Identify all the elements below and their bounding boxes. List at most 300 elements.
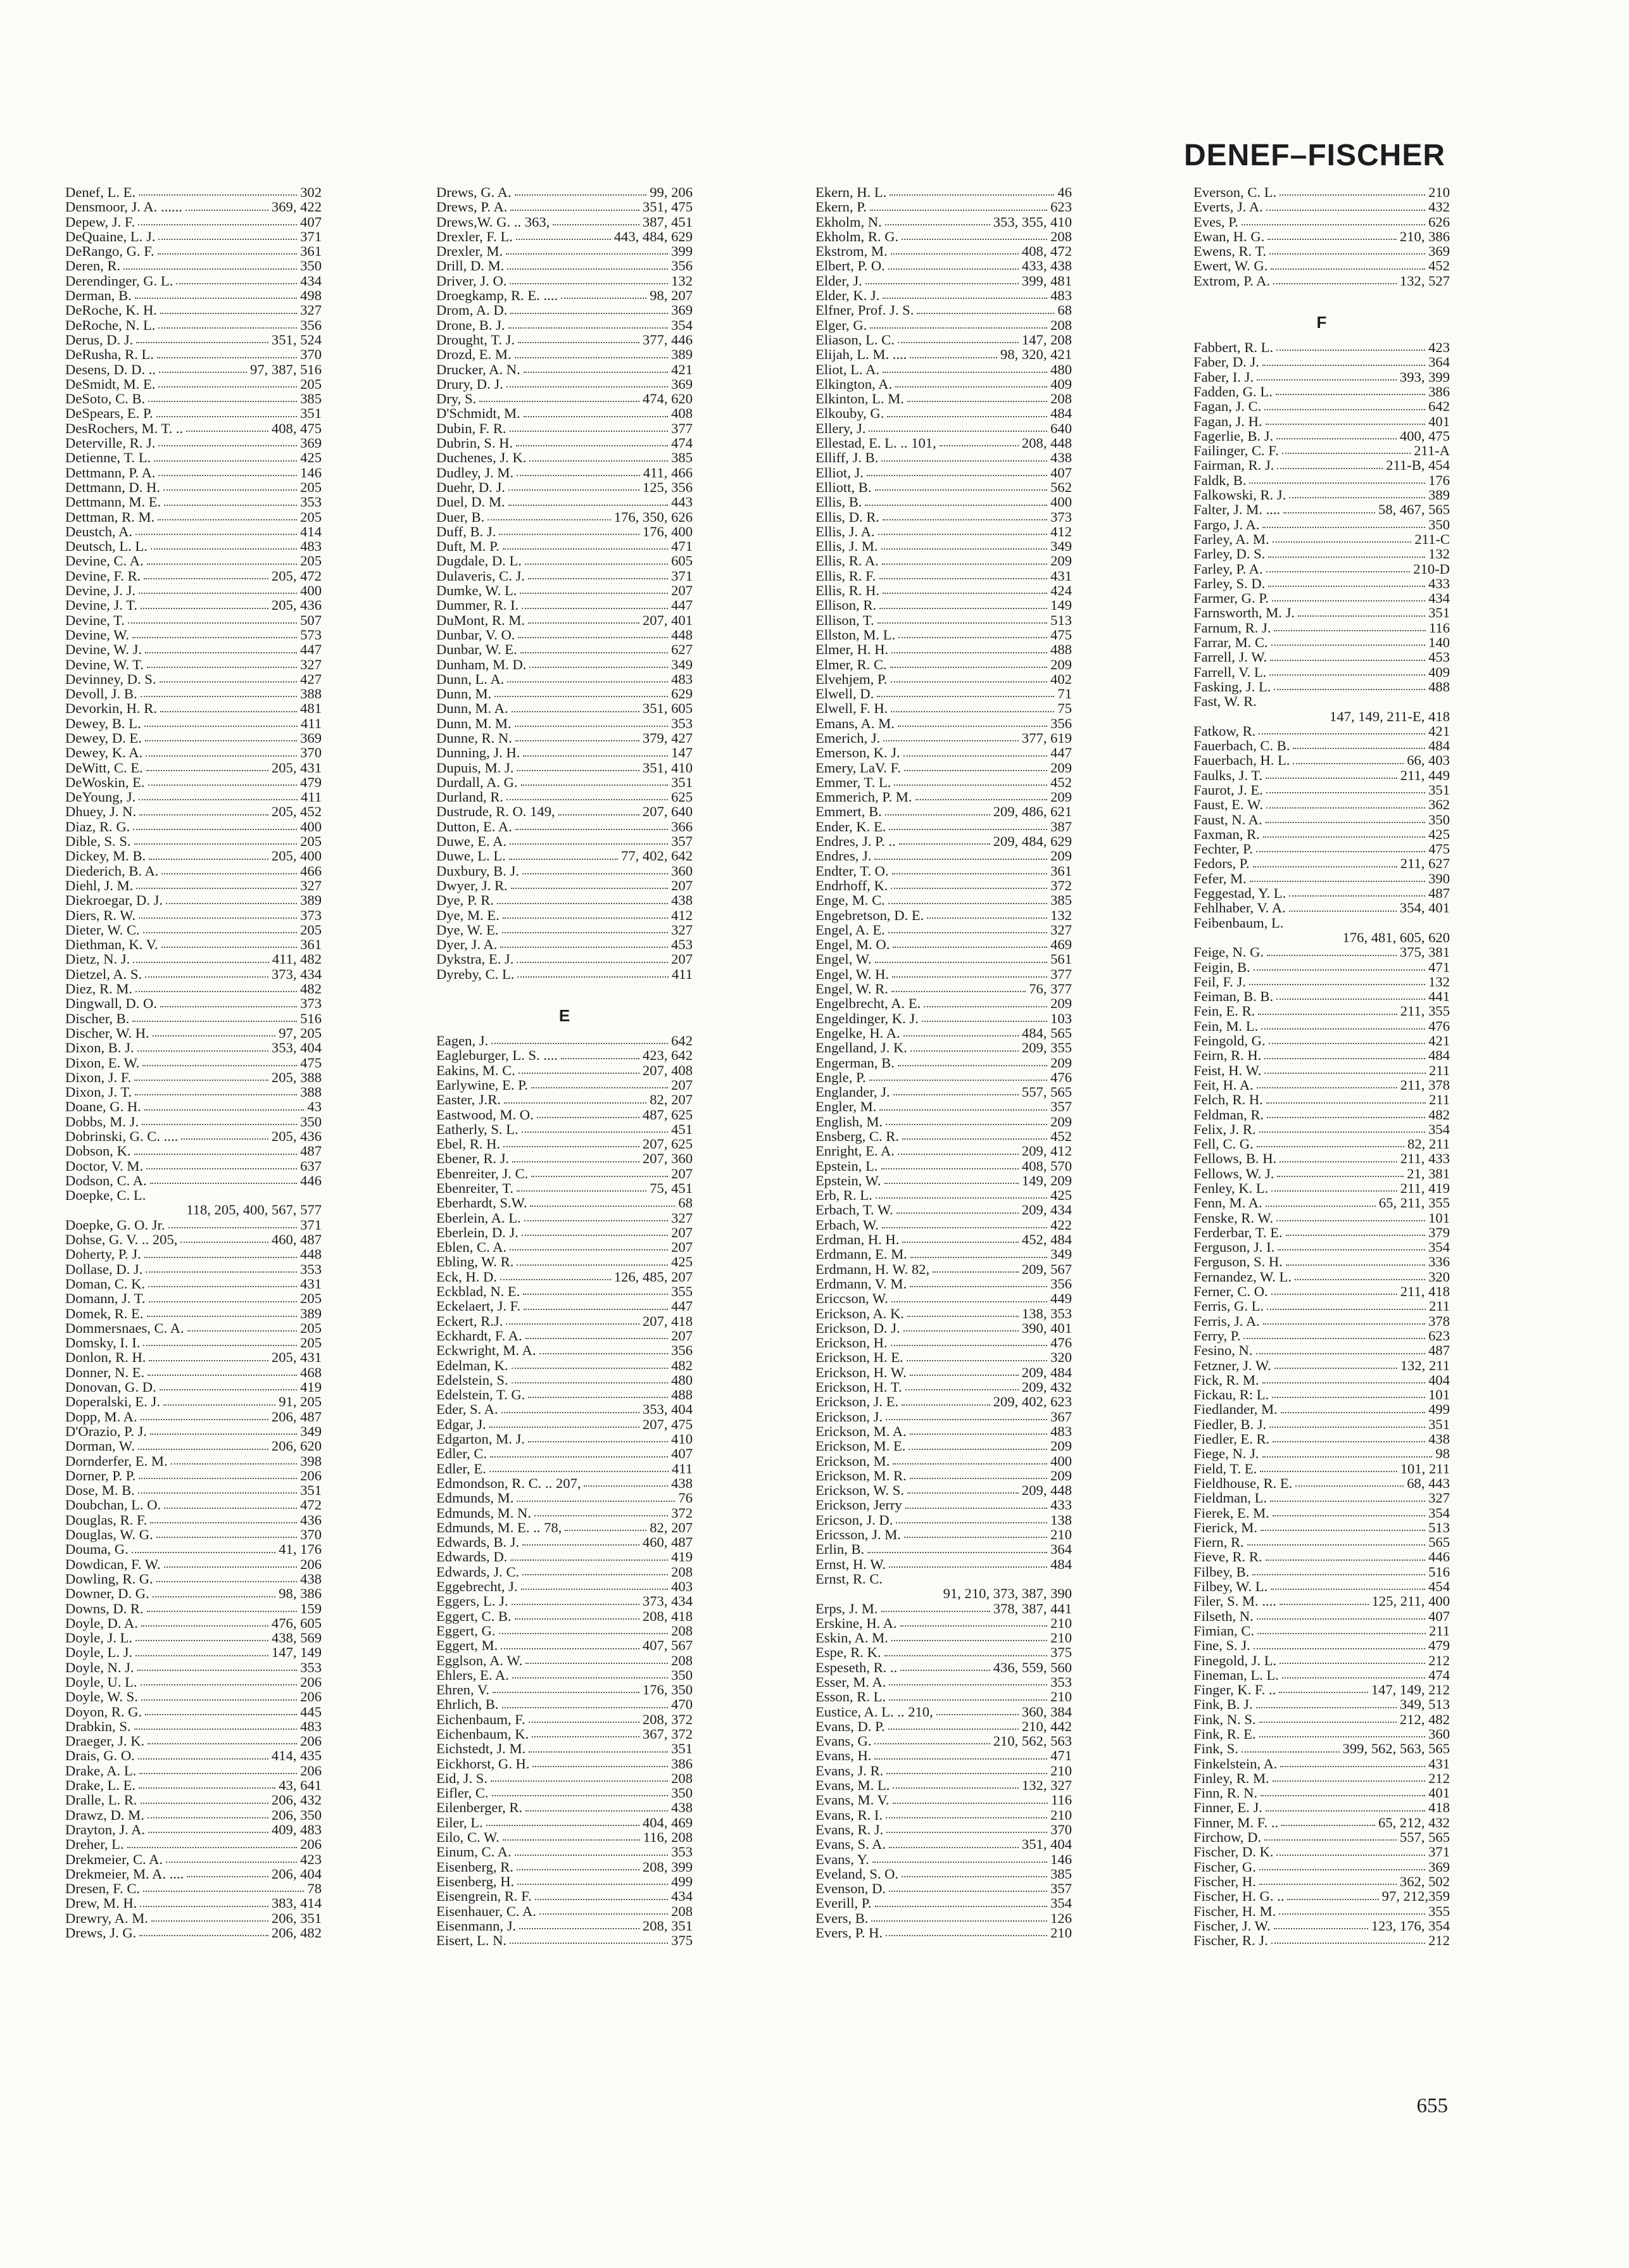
index-entry <box>1193 414 1450 429</box>
entry-name: Dwyer, J. R. <box>436 877 508 893</box>
entry-name: Diethman, K. V. <box>65 936 158 953</box>
index-entry <box>65 627 322 642</box>
dot-leader <box>502 1707 669 1708</box>
entry-pages: 357 <box>671 833 693 850</box>
entry-name: Fenley, K. L. <box>1193 1180 1269 1196</box>
entry-name: Droegkamp, R. E. .... <box>436 287 558 304</box>
entry-name: Finn, R. N. <box>1193 1785 1258 1801</box>
entry-pages: 206 <box>300 1733 322 1749</box>
index-entry <box>815 332 1072 347</box>
entry-name: Erickson, Jerry <box>815 1497 902 1513</box>
index-entry <box>436 1078 693 1092</box>
dot-leader <box>508 327 669 329</box>
entry-name: Ekholm, N. <box>815 213 882 230</box>
dot-leader <box>878 534 1048 535</box>
entry-name: Ferguson, J. I. <box>1193 1239 1275 1256</box>
entry-name: Edmondson, R. C. .. 207, <box>436 1475 581 1491</box>
entry-pages: 452 <box>1050 774 1072 790</box>
entry-name: Engeldinger, K. J. <box>815 1010 919 1026</box>
dot-leader <box>489 1427 639 1428</box>
entry-pages: 362, 502 <box>1399 1873 1450 1889</box>
dot-leader <box>1260 1471 1397 1472</box>
dot-leader <box>907 1492 1019 1494</box>
entry-pages: 423 <box>300 1851 322 1867</box>
entry-name: Drekmeier, M. A. .... <box>65 1865 184 1882</box>
entry-name: Derman, B. <box>65 287 132 304</box>
entry-pages: 205, 436 <box>271 597 322 614</box>
entry-name: Engel, M. O. <box>815 936 890 953</box>
entry-pages: 360 <box>1428 1725 1450 1742</box>
index-entry <box>436 1402 693 1416</box>
entry-pages: 146 <box>1050 1851 1072 1867</box>
dot-leader <box>867 1552 1047 1553</box>
entry-pages: 471 <box>671 538 693 555</box>
dot-leader <box>1242 224 1425 225</box>
index-entry <box>815 1409 1072 1424</box>
dot-leader <box>1280 1604 1369 1605</box>
entry-name: Devorkin, H. R. <box>65 700 157 717</box>
dot-leader <box>905 1508 1047 1509</box>
index-entry <box>1193 665 1450 679</box>
index-entry <box>436 745 693 760</box>
entry-pages: 393, 399 <box>1399 369 1450 385</box>
dot-leader <box>886 1773 1047 1774</box>
entry-name: Dorner, P. P. <box>65 1467 136 1484</box>
entry-name: Durland, R. <box>436 789 504 805</box>
entry-name: Ender, K. E. <box>815 818 886 835</box>
entry-name: DeQuaine, L. J. <box>65 228 156 244</box>
entry-pages: 573 <box>300 626 322 643</box>
index-entry <box>1193 1874 1450 1889</box>
entry-pages: 208 <box>1050 317 1072 333</box>
entry-name: DeSpears, E. P. <box>65 405 153 422</box>
entry-pages: 210-D <box>1413 560 1450 577</box>
entry-pages: 147, 149 <box>271 1644 322 1661</box>
entry-pages: 101 <box>1428 1209 1450 1226</box>
entry-name: Discher, W. H. <box>65 1024 149 1041</box>
entry-name: Doctor, V. M. <box>65 1157 144 1174</box>
entry-name: Evans, M. V. <box>815 1792 890 1808</box>
entry-name: Eberlein, A. L. <box>436 1209 521 1226</box>
dot-leader <box>168 1227 298 1228</box>
entry-name: Erickson, H. W. <box>815 1364 907 1380</box>
dot-leader <box>504 1102 646 1104</box>
dot-leader <box>524 1220 668 1221</box>
dot-leader <box>139 814 268 816</box>
index-entry <box>65 1586 322 1601</box>
entry-pages: 351 <box>300 405 322 422</box>
entry-pages: 414 <box>300 523 322 539</box>
dot-leader <box>491 1043 668 1044</box>
entry-pages: 209, 402, 623 <box>993 1394 1072 1410</box>
index-entry <box>65 657 322 672</box>
dot-leader <box>1262 1456 1433 1458</box>
entry-name: Feingold, G. <box>1193 1033 1266 1049</box>
entry-pages: 447 <box>300 641 322 658</box>
index-entry <box>436 1638 693 1653</box>
index-entry <box>1193 1490 1450 1505</box>
entry-name: Extrom, P. A. <box>1193 272 1271 289</box>
entry-pages: 377, 446 <box>642 331 693 348</box>
dot-leader <box>140 1906 268 1907</box>
dot-leader <box>1295 1485 1404 1487</box>
dot-leader <box>151 548 297 550</box>
dot-leader <box>910 357 997 358</box>
index-entry <box>65 1763 322 1778</box>
dot-leader <box>891 711 1054 712</box>
entry-name: Engel, A. E. <box>815 921 885 938</box>
index-entry <box>65 908 322 923</box>
entry-pages: 208 <box>1050 228 1072 244</box>
dot-leader <box>510 431 669 432</box>
entry-name: Endrhoff, K. <box>815 877 888 893</box>
dot-leader <box>1287 1899 1378 1900</box>
index-entry <box>1193 576 1450 591</box>
dot-leader <box>132 1552 275 1553</box>
index-entry <box>815 258 1072 273</box>
entry-name: Duft, M. P. <box>436 538 500 555</box>
entry-pages: 147, 208 <box>1021 331 1072 348</box>
index-entry <box>1193 1446 1450 1461</box>
entry-pages: 210, 442 <box>1021 1718 1072 1734</box>
entry-pages: 460, 487 <box>271 1232 322 1248</box>
entry-pages: 75 <box>1057 700 1072 717</box>
entry-name: Eggebrecht, J. <box>436 1578 518 1595</box>
dot-leader <box>1289 895 1425 897</box>
index-entry <box>65 1409 322 1424</box>
entry-pages: 385 <box>300 391 322 407</box>
entry-pages: 370 <box>300 1527 322 1543</box>
entry-name: Engelke, H. A. <box>815 1024 900 1041</box>
dot-leader <box>528 622 639 624</box>
index-entry <box>436 1240 693 1254</box>
index-entry <box>1193 591 1450 605</box>
entry-name: Elmer, R. C. <box>815 656 887 672</box>
dot-leader <box>528 578 668 579</box>
entry-name: Fick, R. M. <box>1193 1371 1259 1388</box>
entry-name: Evans, J. R. <box>815 1762 884 1779</box>
entry-pages: 361 <box>300 936 322 953</box>
dot-leader <box>898 1065 1047 1066</box>
entry-pages: 206 <box>300 1556 322 1572</box>
index-entry <box>436 686 693 701</box>
index-entry <box>436 244 693 258</box>
entry-pages: 101, 211 <box>1400 1460 1450 1477</box>
dot-leader <box>489 1471 669 1472</box>
dot-leader <box>584 1485 668 1487</box>
dot-leader <box>907 1360 1047 1361</box>
entry-pages: 351 <box>1428 605 1450 621</box>
index-entry <box>65 804 322 819</box>
index-entry <box>815 1380 1072 1394</box>
entry-name: Ellis, J. A. <box>815 523 875 539</box>
entry-name: Emans, A. M. <box>815 715 895 731</box>
index-entry <box>436 1756 693 1771</box>
index-entry <box>815 215 1072 229</box>
entry-pages: 82, 207 <box>650 1092 693 1108</box>
index-entry <box>436 258 693 273</box>
entry-pages: 71 <box>1057 686 1072 702</box>
entry-pages: 211, 419 <box>1400 1180 1450 1196</box>
index-entry <box>1193 1860 1450 1874</box>
entry-pages: 207 <box>671 1224 693 1240</box>
dot-leader <box>187 1876 268 1877</box>
entry-pages: 210 <box>1050 1806 1072 1823</box>
entry-name: Eckert, R.J. <box>436 1313 503 1329</box>
entry-pages: 206, 351 <box>271 1910 322 1926</box>
entry-pages: 207 <box>671 951 693 967</box>
index-entry <box>815 1424 1072 1439</box>
dot-leader <box>123 268 297 270</box>
dot-leader <box>166 1862 297 1863</box>
entry-name: Dubrin, S. H. <box>436 435 513 451</box>
index-entry <box>815 1011 1072 1026</box>
entry-pages: 443, 484, 629 <box>613 228 693 244</box>
index-entry <box>436 1048 693 1062</box>
entry-name: Ernst, R. C. <box>815 1570 883 1587</box>
dot-leader <box>910 1478 1047 1479</box>
entry-name: Ellis, R. H. <box>815 583 880 599</box>
entry-pages: 453 <box>1428 649 1450 665</box>
dot-leader <box>515 726 668 727</box>
index-entry <box>815 848 1072 863</box>
entry-pages: 208, 448 <box>1021 435 1072 451</box>
dot-leader <box>888 268 1019 270</box>
entry-pages: 349 <box>1050 538 1072 555</box>
entry-name: Doherty, P. J. <box>65 1246 141 1263</box>
dot-leader <box>910 1375 1019 1376</box>
dot-leader <box>889 1699 1047 1701</box>
dot-leader <box>874 859 1047 860</box>
entry-pages: 431 <box>1428 1755 1450 1772</box>
entry-name: Enge, M. C. <box>815 892 885 909</box>
entry-pages: 211-C <box>1414 531 1450 547</box>
entry-name: Eggert, C. B. <box>436 1608 512 1624</box>
dot-leader <box>132 1021 297 1022</box>
entry-name: Edwards, B. J. <box>436 1534 520 1551</box>
entry-name: Farmer, G. P. <box>1193 590 1269 607</box>
index-entry <box>1193 1889 1450 1903</box>
entry-name: DesRochers, M. T. .. <box>65 420 184 436</box>
index-entry <box>65 1159 322 1173</box>
entry-name: Engel, W. <box>815 951 872 967</box>
entry-name: Fefer, M. <box>1193 870 1247 886</box>
index-entry <box>815 716 1072 731</box>
dot-leader <box>148 401 297 402</box>
entry-name: Drews, J. G. <box>65 1925 137 1941</box>
index-entry <box>65 391 322 406</box>
entry-name: Eichenbaum, F. <box>436 1711 525 1727</box>
entry-name: Fast, W. R. <box>1193 693 1257 710</box>
entry-pages: 513 <box>1428 1519 1450 1535</box>
index-entry <box>436 1195 693 1210</box>
entry-name: Endres, J. P. .. <box>815 833 896 850</box>
entry-name: Ehrlich, B. <box>436 1696 499 1713</box>
dot-leader <box>902 1876 1047 1877</box>
entry-name: Eichstedt, J. M. <box>436 1741 526 1757</box>
entry-pages: 351 <box>671 1741 693 1757</box>
index-entry <box>65 539 322 553</box>
index-entry <box>65 1454 322 1468</box>
entry-pages: 474 <box>1428 1666 1450 1683</box>
entry-name: Domann, J. T. <box>65 1290 146 1307</box>
index-entry <box>436 613 693 627</box>
dot-leader <box>902 1242 1019 1243</box>
entry-pages: 77, 402, 642 <box>621 848 693 864</box>
dot-leader <box>490 1456 668 1458</box>
dot-leader <box>883 593 1047 594</box>
entry-pages: 378, 387, 441 <box>993 1600 1072 1616</box>
dot-leader <box>158 327 297 329</box>
entry-name: Eilo, C. W. <box>436 1829 500 1846</box>
entry-pages: 209 <box>1050 553 1072 569</box>
dot-leader <box>522 873 668 874</box>
entry-name: Dollase, D. J. <box>65 1261 143 1277</box>
entry-name: Ferry, P. <box>1193 1327 1241 1344</box>
index-entry <box>436 332 693 347</box>
entry-name: Faust, E. W. <box>1193 797 1263 813</box>
page-number: 655 <box>1416 2095 1448 2117</box>
entry-pages: 207 <box>671 877 693 893</box>
entry-name: Diehl, J. M. <box>65 877 134 893</box>
entry-pages: 373 <box>300 907 322 923</box>
index-entry <box>65 1852 322 1867</box>
index-entry <box>436 834 693 848</box>
index-entry <box>1193 679 1450 694</box>
entry-pages: 401 <box>1428 413 1450 429</box>
dot-leader <box>529 667 668 668</box>
dot-leader <box>146 1271 297 1273</box>
index-entry <box>436 185 693 199</box>
index-entry <box>815 878 1072 893</box>
entry-pages: 438 <box>671 1799 693 1816</box>
dot-leader <box>898 637 1047 638</box>
entry-pages: 205, 472 <box>271 567 322 584</box>
entry-name: Fedors, P. <box>1193 855 1250 872</box>
index-entry <box>65 1792 322 1807</box>
entry-pages: 210 <box>1050 1615 1072 1631</box>
index-entry-continuation <box>65 1202 322 1217</box>
index-entry <box>1193 185 1450 199</box>
entry-pages: 327 <box>1050 921 1072 938</box>
entry-pages: 370 <box>1050 1821 1072 1837</box>
entry-name: Dickey, M. B. <box>65 848 146 864</box>
entry-pages: 488 <box>671 1387 693 1403</box>
entry-name: Drews, G. A. <box>436 184 512 200</box>
entry-name: Fechter, P. <box>1193 841 1253 857</box>
dot-leader <box>1282 1677 1425 1679</box>
entry-name: Ferris, J. A. <box>1193 1313 1260 1329</box>
entry-pages: 438 <box>300 1570 322 1587</box>
dot-leader <box>1249 482 1425 484</box>
entry-name: Erdman, H. H. <box>815 1232 900 1248</box>
entry-pages: 354 <box>1428 1121 1450 1137</box>
index-entry <box>436 1844 693 1859</box>
index-entry <box>436 1225 693 1240</box>
dot-leader <box>891 253 1019 255</box>
entry-name: Eisenhauer, C. A. <box>436 1903 536 1919</box>
dot-leader <box>902 1138 1047 1140</box>
entry-pages: 370 <box>300 346 322 363</box>
entry-pages: 356 <box>671 1342 693 1359</box>
index-entry <box>815 1778 1072 1792</box>
index-entry <box>1193 1697 1450 1711</box>
index-entry <box>815 819 1072 834</box>
dot-leader <box>1256 851 1425 852</box>
index-entry <box>436 1697 693 1711</box>
entry-pages: 629 <box>671 686 693 702</box>
entry-pages: 479 <box>300 774 322 790</box>
entry-name: Engelbrecht, A. E. <box>815 995 921 1012</box>
dot-leader <box>895 386 1047 387</box>
index-entry <box>815 1291 1072 1306</box>
dot-leader <box>893 1787 1019 1789</box>
entry-name: Duxbury, B. J. <box>436 862 519 879</box>
dot-leader <box>506 1323 639 1325</box>
entry-pages: 212, 482 <box>1399 1711 1450 1727</box>
index-entry <box>815 1808 1072 1822</box>
entry-name: Dorman, W. <box>65 1438 135 1454</box>
index-entry <box>1193 1933 1450 1948</box>
index-entry <box>436 1417 693 1432</box>
dot-leader <box>1266 424 1426 425</box>
entry-pages: 209, 434 <box>1021 1202 1072 1218</box>
index-entry <box>436 1815 693 1830</box>
dot-leader <box>1259 1736 1426 1737</box>
index-entry <box>1193 871 1450 886</box>
dot-leader <box>1271 1190 1397 1192</box>
entry-name: DeSmidt, M. E. <box>65 375 156 392</box>
entry-pages: 379, 427 <box>642 729 693 746</box>
dot-leader <box>141 1625 268 1627</box>
index-entry <box>65 775 322 790</box>
entry-pages: 76 <box>678 1490 693 1506</box>
entry-pages: 399 <box>671 243 693 260</box>
entry-pages: 411 <box>300 789 322 805</box>
dot-leader <box>506 799 668 800</box>
entry-name: Filbey, B. <box>1193 1563 1250 1580</box>
entry-name: Fieldman, L. <box>1193 1490 1267 1506</box>
entry-name: Fischer, J. W. <box>1193 1917 1271 1934</box>
entry-pages: 476 <box>1050 1335 1072 1351</box>
index-entry <box>1193 1269 1450 1284</box>
entry-name: Fehlhaber, V. A. <box>1193 900 1286 916</box>
index-entry <box>436 1830 693 1844</box>
entry-name: Eichenbaum, K. <box>436 1725 529 1742</box>
entry-pages: 375 <box>1050 1644 1072 1661</box>
entry-name: Feige, N. G. <box>1193 944 1264 961</box>
index-entry <box>436 775 693 790</box>
dot-leader <box>144 1257 297 1258</box>
entry-pages: 357 <box>1050 1099 1072 1115</box>
entry-name: Edmunds, M. E. .. 78, <box>436 1519 562 1535</box>
entry-pages: 209, 567 <box>1021 1261 1072 1277</box>
dot-leader <box>1259 1869 1425 1870</box>
entry-name: Elliff, J. B. <box>815 450 879 466</box>
dot-leader <box>517 1501 675 1502</box>
dot-leader <box>143 932 297 933</box>
index-entry <box>65 716 322 731</box>
entry-name: Dudley, J. M. <box>436 464 514 481</box>
entry-name: Dustrude, R. O. 149, <box>436 803 555 820</box>
entry-name: Dresen, F. C. <box>65 1881 141 1897</box>
dot-leader <box>135 1640 268 1641</box>
entry-name: Eagleburger, L. S. .... <box>436 1047 558 1064</box>
entry-name: Faurot, J. E. <box>1193 781 1263 798</box>
entry-pages: 147, 149, 212 <box>1371 1682 1450 1698</box>
index-entry <box>1193 650 1450 664</box>
entry-name: Falkowski, R. J. <box>1193 487 1286 503</box>
